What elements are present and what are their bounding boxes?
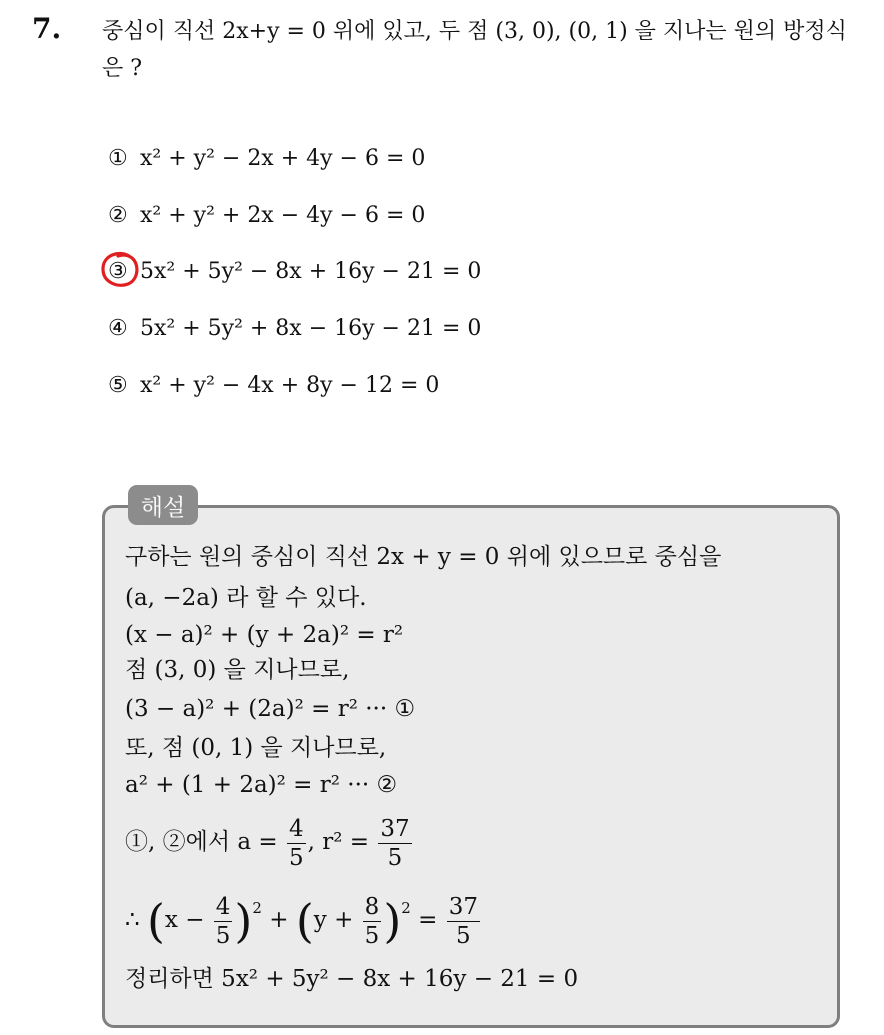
exponent: 2: [401, 899, 411, 917]
left-paren: (: [146, 894, 165, 948]
fraction-a: [287, 815, 306, 872]
choice-number: ①: [108, 146, 128, 171]
solution-line-7: a² + (1 + 2a)² = r² ··· ②: [125, 772, 398, 798]
therefore-symbol: ∴: [125, 907, 140, 933]
solution-line-1: 구하는 원의 중심이 직선 2x + y = 0 위에 있으므로 중심을: [125, 544, 722, 570]
question-text: 중심이 직선 2x+y = 0 위에 있고, 두 점 (3, 0), (0, 1) 을 지나는 원의 방정식은 ?: [102, 19, 847, 81]
fraction-y: [363, 893, 382, 950]
solution-line-10: 정리하면 5x² + 5y² − 8x + 16y − 21 = 0: [125, 966, 579, 992]
fraction-numerator: 37: [380, 815, 410, 842]
choice-equation: 5x² + 5y² + 8x − 16y − 21 = 0: [140, 316, 482, 341]
fraction-numerator: 37: [448, 893, 478, 920]
fraction-numerator: 4: [215, 893, 231, 920]
fraction-r-squared: [378, 815, 411, 872]
solution-line-9: [125, 888, 482, 954]
x-part: x −: [164, 907, 205, 933]
choice-3[interactable]: [108, 257, 481, 287]
left-paren: (: [295, 894, 314, 948]
choice-5[interactable]: [108, 371, 439, 401]
fraction-denominator: 5: [456, 922, 471, 949]
choice-equation: 5x² + 5y² − 8x + 16y − 21 = 0: [140, 259, 482, 284]
solution-line-4: 점 (3, 0) 을 지나므로,: [125, 657, 350, 683]
solution-line-6: 또, 점 (0, 1) 을 지나므로,: [125, 735, 387, 761]
right-paren: ): [383, 894, 402, 948]
choice-number: ③: [108, 259, 128, 284]
choice-number: ⑤: [108, 373, 128, 398]
choice-equation: x² + y² − 2x + 4y − 6 = 0: [140, 146, 426, 171]
solution-line-8: [125, 812, 414, 872]
choice-equation: x² + y² − 4x + 8y − 12 = 0: [140, 373, 440, 398]
choice-2[interactable]: [108, 201, 425, 231]
exponent: 2: [252, 899, 262, 917]
line8-prefix: ①, ②에서 a =: [125, 829, 278, 855]
choice-number: ④: [108, 316, 128, 341]
fraction-denominator: 5: [288, 844, 304, 871]
solution-line-5: (3 − a)² + (2a)² = r² ··· ①: [125, 696, 416, 722]
fraction-numerator: 8: [364, 893, 380, 920]
right-paren: ): [234, 894, 253, 948]
solution-line-2: (a, −2a) 라 할 수 있다.: [125, 585, 367, 611]
choice-4[interactable]: [108, 314, 481, 344]
question-number: 7.: [32, 12, 62, 45]
fraction-rhs: [447, 893, 480, 950]
plus-sign: +: [269, 907, 289, 933]
fraction-x: [214, 893, 233, 950]
solution-line-3: (x − a)² + (y + 2a)² = r²: [125, 622, 404, 648]
choice-number: ②: [108, 203, 128, 228]
choice-1[interactable]: [108, 144, 425, 174]
answer-circle-mark: [99, 251, 141, 289]
fraction-denominator: 5: [215, 922, 231, 949]
solution-label: 해설: [128, 485, 198, 525]
y-part: y +: [313, 907, 354, 933]
fraction-denominator: 5: [387, 844, 403, 871]
choice-equation: x² + y² + 2x − 4y − 6 = 0: [140, 203, 426, 228]
equals-sign: =: [418, 907, 438, 933]
line8-mid: , r² =: [307, 829, 370, 855]
fraction-denominator: 5: [364, 922, 380, 949]
fraction-numerator: 4: [288, 815, 304, 842]
